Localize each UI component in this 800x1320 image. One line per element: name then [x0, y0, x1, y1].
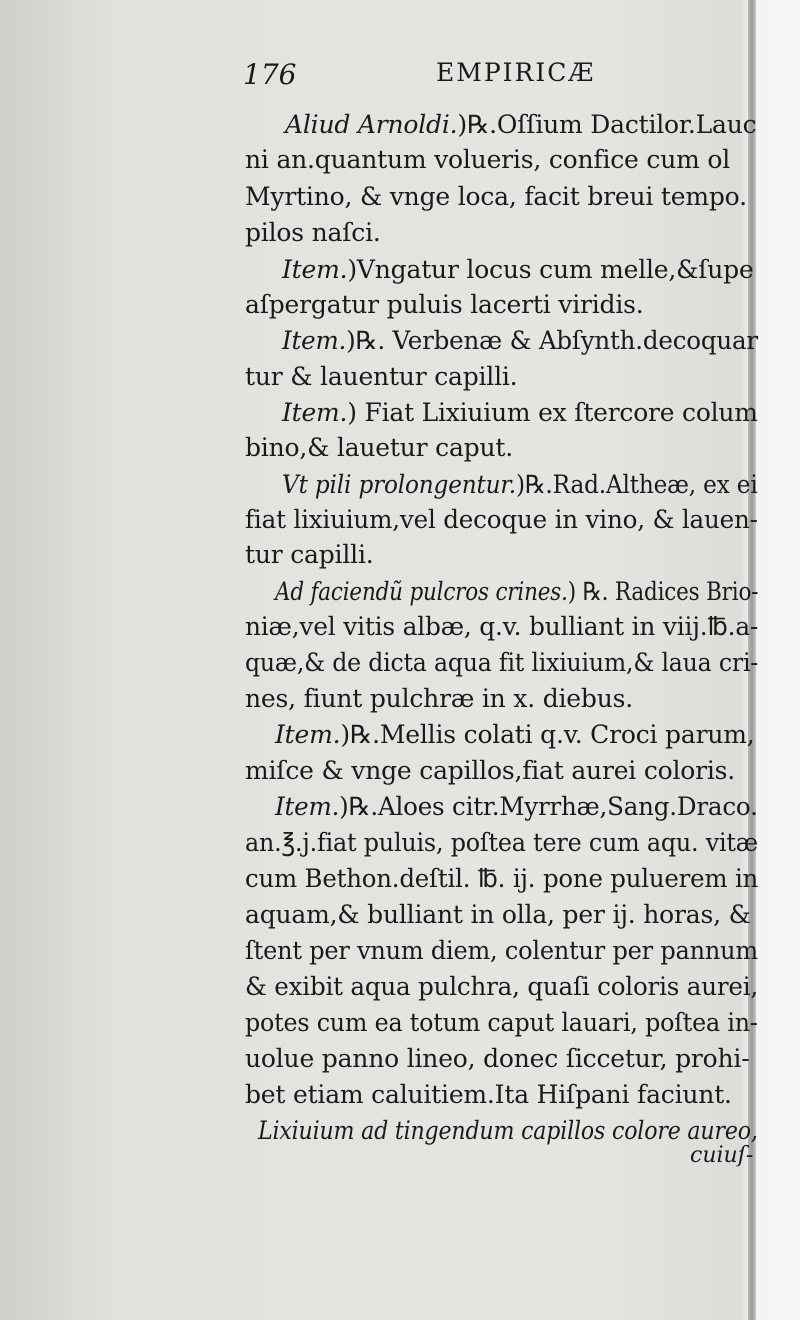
line-text: uolue panno lineo, donec ſiccetur, prohi-	[245, 1044, 750, 1073]
line-text: pilos naſci.	[245, 218, 381, 247]
line-text: Myrtino, & vnge loca, facit breui tempo.	[245, 182, 747, 211]
text-line	[282, 470, 758, 499]
running-title: EMPIRICÆ	[436, 58, 596, 87]
line-text: potes cum ea totum caput lauari, poſtea in-	[245, 1008, 758, 1037]
text-line	[245, 290, 644, 319]
rubric-lead: Lixiuium ad tingendum capillos colore aureo,	[258, 1116, 758, 1145]
text-line	[245, 145, 730, 174]
line-text: )℞. Verbenæ & Abſynth.decoquar	[346, 326, 758, 355]
rubric-lead: Item.	[282, 398, 348, 427]
line-text: quæ,& de dicta aqua fit lixiuium,& laua cri-	[245, 648, 759, 677]
line-text: )℞.Mellis colati q.v. Croci parum,	[340, 720, 755, 749]
line-text: miſce & vnge capillos,fiat aurei coloris.	[245, 756, 736, 785]
line-text: cum Bethon.deſtil. ℔. ij. pone puluerem in	[245, 864, 759, 893]
line-text: nes, fiunt pulchræ in x. diebus.	[245, 684, 633, 713]
text-line	[285, 110, 756, 139]
rubric-lead: Aliud Arnoldi.	[285, 110, 458, 139]
line-text: )Vngatur locus cum melle,&ſupe	[347, 255, 754, 284]
rubric-lead: Item.	[275, 792, 340, 821]
text-line	[282, 326, 758, 355]
line-text: aquam,& bulliant in olla, per ij. horas, &	[245, 900, 751, 929]
text-line	[245, 756, 735, 785]
text-line	[282, 255, 754, 284]
page-number: 176	[243, 58, 297, 91]
text-line	[275, 792, 758, 821]
line-text: tur capilli.	[245, 540, 374, 569]
line-text: bino,& lauetur caput.	[245, 433, 513, 462]
text-line	[245, 362, 517, 391]
line-text: )℞.Rad.Altheæ, ex ei	[515, 470, 758, 499]
text-line	[245, 218, 381, 247]
line-text: aſpergatur puluis lacerti viridis.	[245, 290, 644, 319]
text-line	[245, 972, 758, 1001]
line-text: fiat lixiuium,vel decoque in vino, & lauen-	[245, 505, 758, 534]
text-line	[275, 720, 754, 749]
text-line	[245, 648, 758, 677]
text-line	[245, 540, 373, 569]
line-text: )℞.Aloes citr.Myrrhæ,Sang.Draco.	[339, 792, 758, 821]
text-line	[245, 433, 513, 462]
text-line	[245, 1080, 732, 1109]
rubric-lead: Item.	[282, 326, 347, 355]
text-line	[282, 398, 758, 427]
text-line	[245, 936, 758, 965]
line-text: niæ,vel vitis albæ, q.v. bulliant in viij.℔.a-	[245, 612, 759, 641]
text-line	[245, 900, 751, 929]
catchword: cuiuſ-	[690, 1143, 754, 1168]
line-text: an.℥.j.fiat puluis, poſtea tere cum aqu. vitæ	[245, 828, 758, 857]
rubric-lead: Item.	[275, 720, 341, 749]
line-text: bet etiam caluitiem.Ita Hiſpani faciunt.	[245, 1080, 732, 1109]
line-text: ) Fiat Lixiuium ex ſtercore colum	[347, 398, 758, 427]
rubric-lead: Vt pili prolongentur.	[282, 470, 516, 499]
line-text: )℞.Oſſium Dactilor.Lauc	[457, 110, 757, 139]
text-line	[275, 577, 758, 606]
text-line	[245, 684, 633, 713]
text-line	[258, 1116, 758, 1145]
text-line	[245, 182, 747, 211]
line-text: ni an.quantum volueris, confice cum ol	[245, 145, 730, 174]
text-line	[245, 1008, 758, 1037]
text-line	[245, 1044, 749, 1073]
line-text: ſtent per vnum diem, colentur per pannum	[245, 936, 758, 965]
line-text: & exibit aqua pulchra, quaſi coloris aurei,	[245, 972, 759, 1001]
text-line	[245, 828, 758, 857]
text-line	[245, 505, 758, 534]
text-line	[245, 864, 758, 893]
rubric-lead: Ad faciendũ pulcros crines.	[275, 577, 568, 606]
line-text: tur & lauentur capilli.	[245, 362, 518, 391]
text-line	[245, 612, 758, 641]
line-text: ) ℞. Radices Brio-	[567, 577, 759, 606]
rubric-lead: Item.	[282, 255, 348, 284]
